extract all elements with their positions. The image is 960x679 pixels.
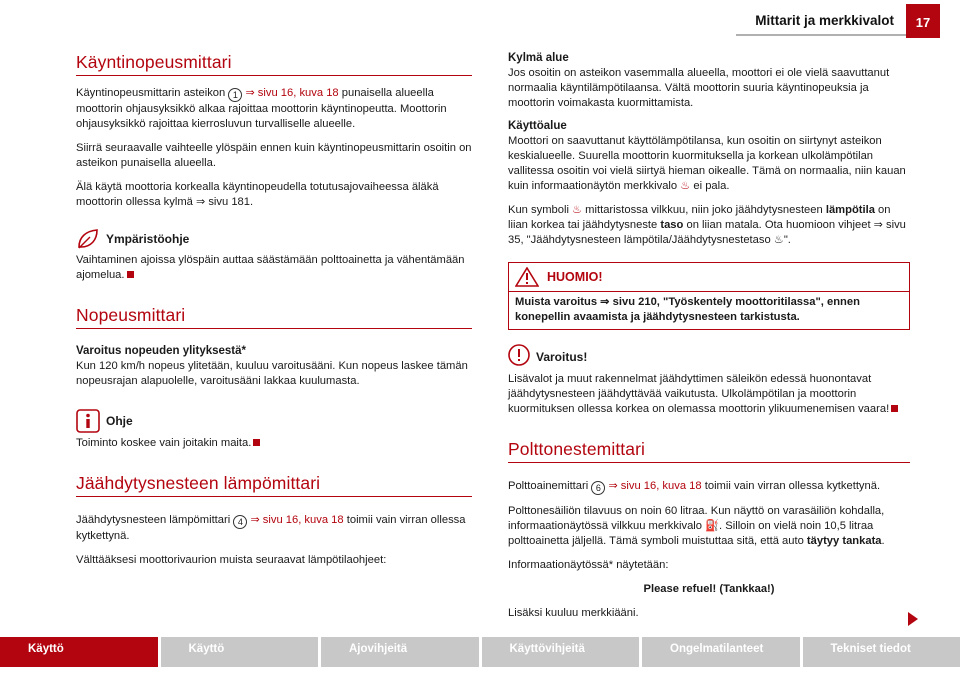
footer-tab-tekniset-tiedot[interactable]: Tekniset tiedot (830, 643, 911, 655)
cold-zone-text: Jos osoitin on asteikon vasemmalla alueella, moottori ei ole vielä saavuttanut normaalia käyntilämpötilaansa. Vältä moottorin suuria käyntinopeuksia ja moottorin voimakasta kuormittamista. (508, 67, 890, 109)
tachometer-paragraph-1: Käyntinopeusmittarin asteikon 1 ⇒ sivu 16, kuva 18 punaisella alueella moottorin ohjausyksikkö alkaa rajoittaa moottorin käyntinopeutta. Moottorin ohjausyksikkö rajoittaa kierrosluvun turvalliselle alueelle. (76, 87, 447, 130)
warning-note-text: Lisävalot ja muut rakennelmat jäähdyttimen säleikön edessä huonontavat jäähdytysnesteen jäähdyttävää vaikutusta. Ulkolämpötilan ja moottorin kuormituksen ollessa korkea on olemassa moottorin ylikuumenemisen vaara! (508, 372, 910, 417)
header-divider (736, 34, 906, 36)
environment-note-text: Vaihtaminen ajoissa ylöspäin auttaa säästämään polttoainetta ja vähentämään ajomelua. (76, 254, 465, 281)
coolant-gauge-paragraph-2: Välttääksesi moottorivaurion muista seuraavat lämpötilaohjeet: (76, 554, 387, 566)
fuel-gauge-paragraph-3: Informaationäytössä* näytetään: (508, 559, 669, 571)
operating-zone-title: Käyttöalue (508, 120, 567, 132)
callout-number: 4 (233, 515, 247, 529)
coolant-temperature-icon: ♨ (680, 180, 691, 192)
arrow-right-icon: ⇒ (873, 219, 883, 231)
warning-note (508, 344, 910, 417)
environment-note-title: Ympäristöohje (106, 232, 190, 246)
arrow-right-icon: ⇒ (250, 514, 260, 526)
fuel-gauge-paragraph-1: Polttoainemittari 6 ⇒ sivu 16, kuva 18 toimii vain virran ollessa kytkettynä. (508, 480, 881, 493)
coolant-temperature-icon: ♨ (572, 204, 583, 216)
section-title-coolant-gauge: Jäähdytysnesteen lämpömittari (76, 473, 472, 497)
speed-warning-text: Kun 120 km/h nopeus ylitetään, kuuluu varoitusääni. Kun nopeus laskee tämän nopeusrajan alapuolelle, varoitusääni lakkaa kuulumasta. (76, 360, 468, 387)
footer-tab-kaytto[interactable]: Käyttö (161, 637, 322, 667)
caution-box (508, 262, 910, 330)
end-marker-icon (253, 439, 260, 446)
next-page-arrow-icon[interactable] (908, 612, 918, 626)
tachometer-paragraph-3: Älä käytä moottoria korkealla käyntinopeudella totutusajovaiheessa äläkä moottorin ollessa kylmä ⇒ sivu 181. (76, 181, 439, 208)
refuel-message: Please refuel! (Tankkaa!) (643, 583, 775, 595)
exclamation-circle-icon (508, 344, 530, 369)
cross-reference-link[interactable]: sivu 16, kuva 18 (262, 514, 344, 526)
environment-note (76, 228, 472, 283)
arrow-right-icon: ⇒ (245, 87, 255, 99)
footer-tab-ongelmatilanteet[interactable]: Ongelmatilanteet (642, 637, 803, 667)
footer-tab-ajovihjeita[interactable]: Ajovihjeitä (321, 637, 482, 667)
left-column (76, 52, 472, 577)
section-title-fuel-gauge: Polttonestemittari (508, 439, 910, 463)
fuel-gauge-paragraph-5: Lisäksi kuuluu merkkiääni. (508, 607, 639, 619)
info-note (76, 409, 472, 451)
info-note-text: Toiminto koskee vain joitakin maita. (76, 436, 472, 451)
end-marker-icon (891, 405, 898, 412)
section-title-speedometer: Nopeusmittari (76, 305, 472, 329)
operating-zone-text: Moottori on saavuttanut käyttölämpötilansa, kun osoitin on siirtynyt asteikon keskialueelle. Suurella moottorin kuormituksella ja korkean ulkolämpötilan vallitessa osoitin voi vielä siirtyä hieman oikealle. Tämä on normaalia, niin kauan kuin informaationäytön merkkivalo ♨ ei pala. (508, 135, 906, 192)
footer-tab-kayttovihjeita[interactable]: Käyttövihjeitä (482, 637, 643, 667)
footer-nav (0, 637, 960, 667)
info-icon (76, 409, 100, 433)
speed-warning-subtitle: Varoitus nopeuden ylityksestä* (76, 345, 247, 357)
coolant-gauge-paragraph-1: Jäähdytysnesteen lämpömittari 4 ⇒ sivu 16, kuva 18 toimii vain virran ollessa kytkettynä. (76, 514, 466, 542)
cross-reference-link[interactable]: sivu 16, kuva 18 (620, 480, 702, 492)
callout-number: 1 (228, 88, 242, 102)
arrow-right-icon: ⇒ (608, 480, 618, 492)
coolant-temperature-icon: ♨ (773, 234, 784, 246)
fuel-pump-icon: ⛽ (705, 520, 720, 532)
environment-leaf-icon (76, 228, 100, 250)
caution-text: Muista varoitus ⇒ sivu 210, "Työskentely moottoritilassa", ennen konepellin avaamista ja jäähdytysnesteen tarkistusta. (515, 296, 860, 323)
cross-reference-link[interactable]: sivu 16, kuva 18 (257, 87, 339, 99)
warning-triangle-icon (515, 267, 539, 287)
warning-note-title: Varoitus! (536, 349, 588, 364)
tachometer-paragraph-2: Siirrä seuraavalle vaihteelle ylöspäin ennen kuin käyntinopeusmittarin osoitin on asteikon punaisella alueella. (76, 142, 472, 169)
arrow-right-icon: ⇒ (196, 196, 206, 208)
footer-tab-kaytto-active[interactable]: Käyttö (0, 637, 161, 667)
section-title-tachometer: Käyntinopeusmittari (76, 52, 472, 76)
chapter-title: Mittarit ja merkkivalot (755, 13, 894, 28)
callout-number: 6 (591, 481, 605, 495)
info-note-title: Ohje (106, 414, 133, 428)
right-column (508, 52, 910, 630)
coolant-symbol-paragraph: Kun symboli ♨ mittaristossa vilkkuu, niin joko jäähdytysnesteen lämpötila on liian korkea tai jäähdytysneste taso on liian matala. Ota huomioon vihjeet ⇒ sivu 35, "Jäähdytysnesteen lämpötila/Jäähdytysnestetaso ♨". (508, 204, 906, 246)
fuel-gauge-paragraph-2: Polttonesäiliön tilavuus on noin 60 litraa. Kun näyttö on varasäiliön kohdalla, informaationäytössä vilkkuu merkkivalo ⛽. Silloin on vielä noin 10,5 litraa polttoainetta jäljellä. Tämä symboli muistuttaa sitä, että auto täytyy tankata. (508, 505, 885, 547)
end-marker-icon (127, 271, 134, 278)
caution-title: HUOMIO! (547, 270, 603, 284)
page-number: 17 (906, 4, 940, 38)
cold-zone-title: Kylmä alue (508, 52, 569, 64)
